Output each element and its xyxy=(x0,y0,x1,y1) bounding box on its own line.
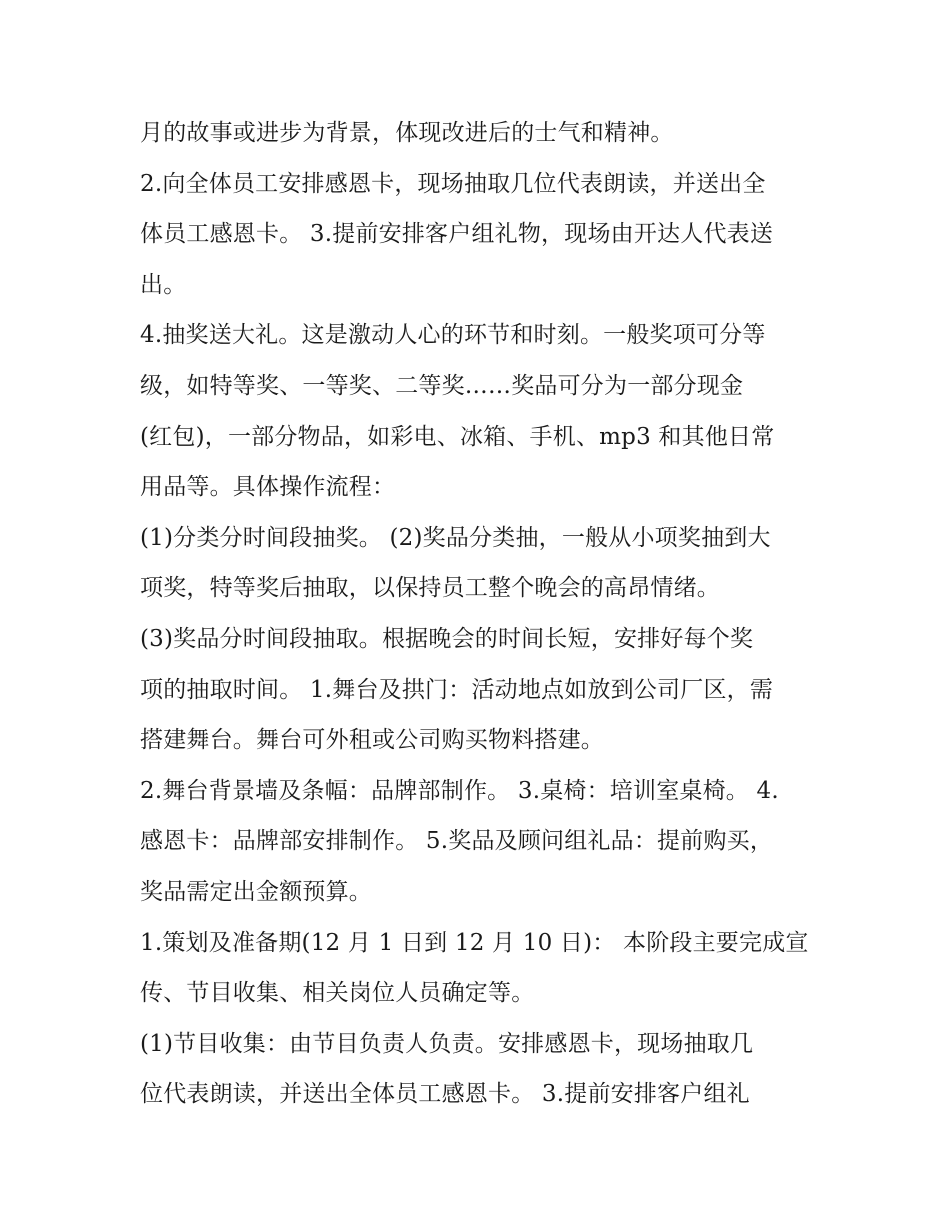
text-line: 位代表朗读，并送出全体员工感恩卡。 3.提前安排客户组礼 xyxy=(140,1081,750,1108)
text-line: 奖品需定出金额预算。 xyxy=(140,878,372,905)
text-line: 4.抽奖送大礼。这是激动人心的环节和时刻。一般奖项可分等 xyxy=(140,322,766,349)
text-line: 体员工感恩卡。 3.提前安排客户组礼物，现场由开达人代表送 xyxy=(140,221,774,248)
text-line: 感恩卡：品牌部安排制作。 5.奖品及顾问组礼品：提前购买， xyxy=(140,828,774,855)
text-line: 级，如特等奖、一等奖、二等奖……奖品可分为一部分现金 xyxy=(140,372,744,399)
text-line: 项奖，特等奖后抽取，以保持员工整个晚会的高昂情绪。 xyxy=(140,575,720,602)
text-line: (3)奖品分时间段抽取。根据晚会的时间长短，安排好每个奖 xyxy=(140,625,754,652)
text-line: 月的故事或进步为背景，体现改进后的士气和精神。 xyxy=(140,120,674,146)
text-line: 搭建舞台。舞台可外租或公司购买物料搭建。 xyxy=(140,727,604,754)
text-line: 2.向全体员工安排感恩卡，现场抽取几位代表朗读，并送出全 xyxy=(140,170,766,197)
document-body xyxy=(140,108,820,1120)
text-line: (红包)，一部分物品，如彩电、冰箱、手机、mp3 和其他日常 xyxy=(140,423,775,450)
text-line: 1.策划及准备期(12 月 1 日到 12 月 10 日)： 本阶段主要完成宣 xyxy=(140,929,809,956)
text-line: 出。 xyxy=(140,271,187,298)
text-line: 用品等。具体操作流程： xyxy=(140,474,396,501)
text-line: (1)分类分时间段抽奖。 (2)奖品分类抽，一般从小项奖抽到大 xyxy=(140,524,771,551)
text-line: 2.舞台背景墙及条幅：品牌部制作。 3.桌椅：培训室桌椅。 4. xyxy=(140,777,779,804)
text-line: 项的抽取时间。 1.舞台及拱门：活动地点如放到公司厂区，需 xyxy=(140,676,774,703)
text-line: 传、节目收集、相关岗位人员确定等。 xyxy=(140,980,535,1007)
text-line: (1)节目收集：由节目负责人负责。安排感恩卡，现场抽取几 xyxy=(140,1030,754,1057)
